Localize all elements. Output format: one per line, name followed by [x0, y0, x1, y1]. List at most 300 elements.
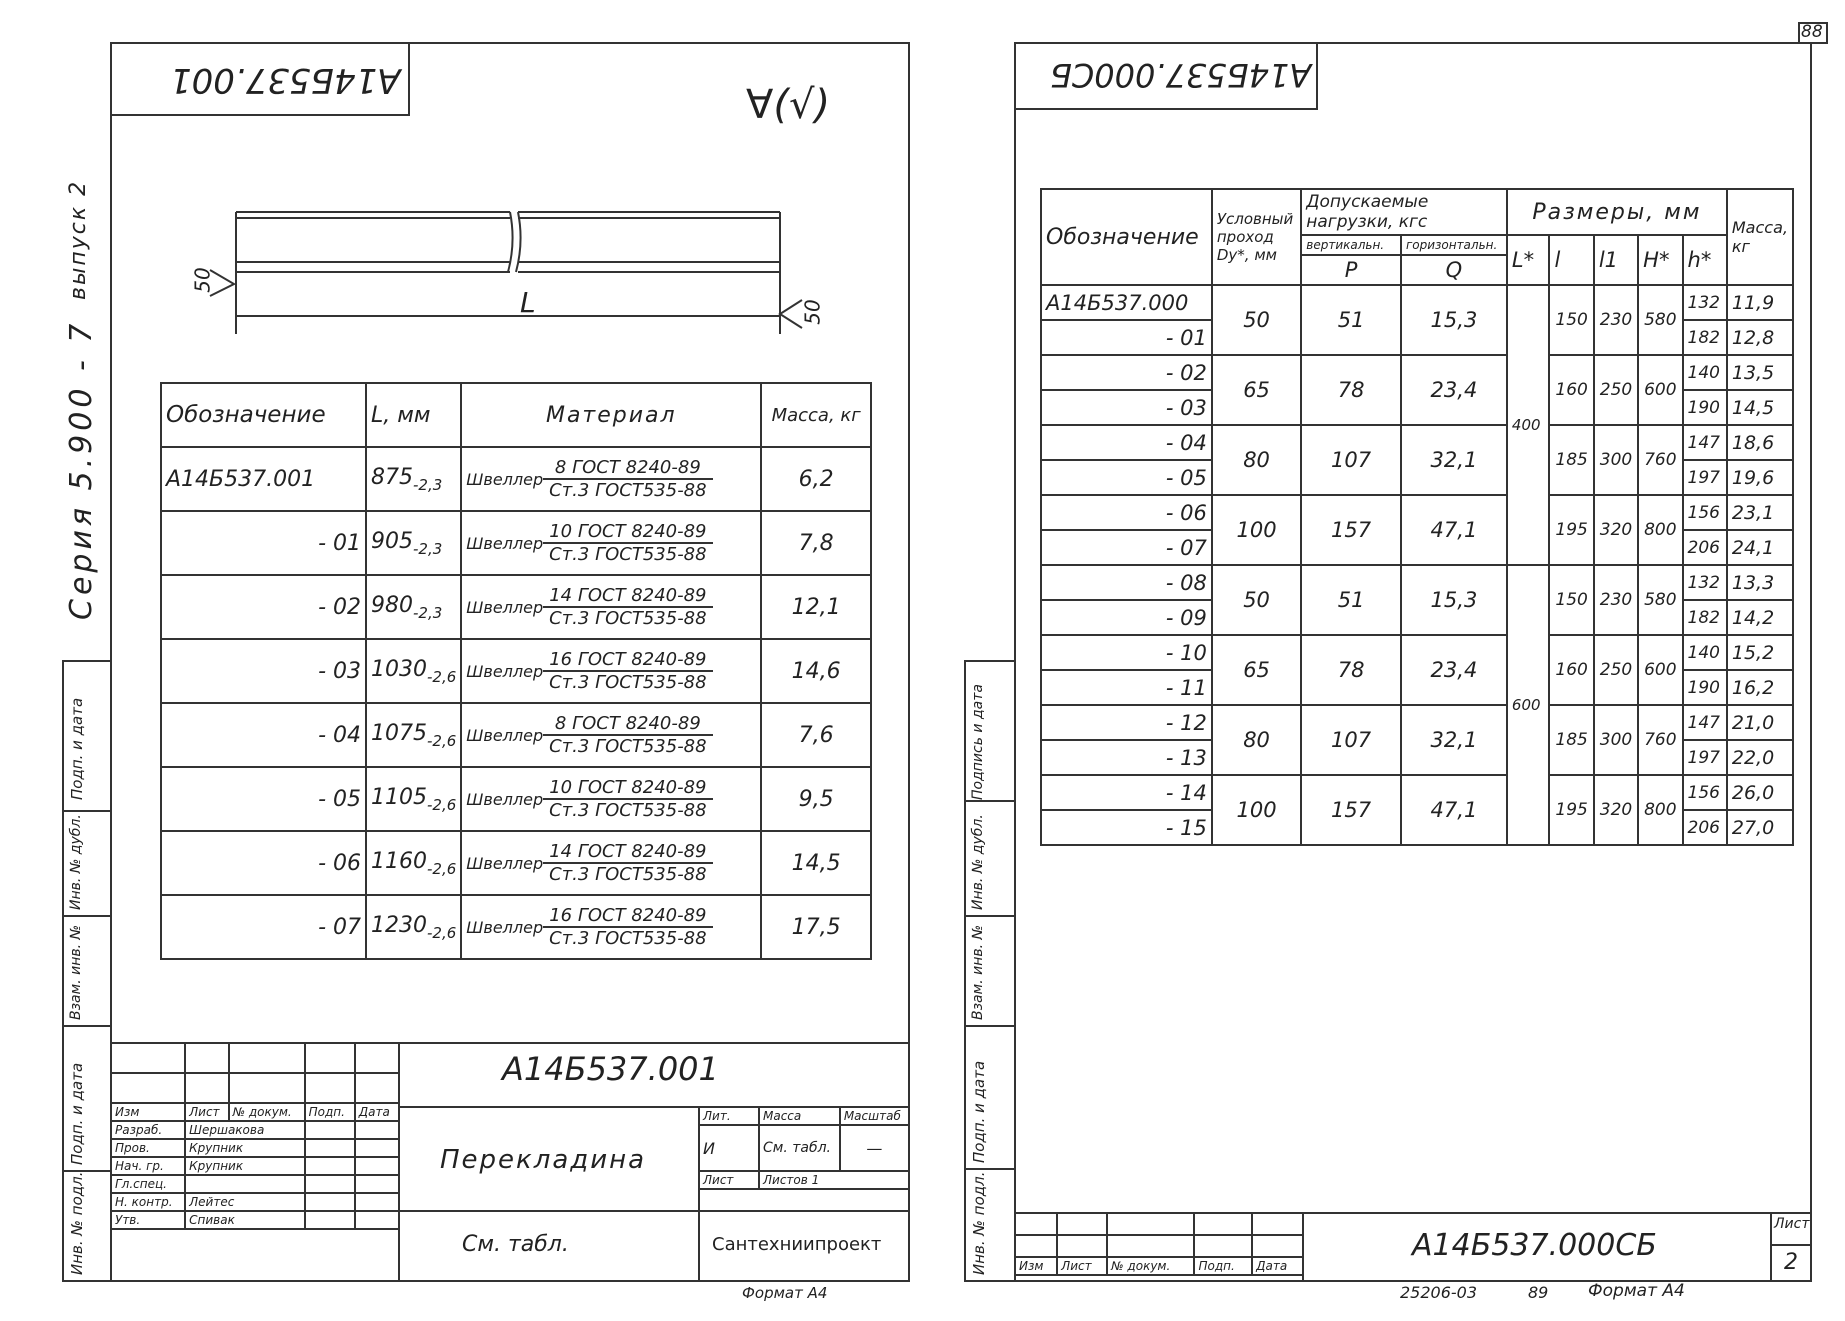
row-h: 156	[1683, 495, 1727, 530]
table-row	[1041, 425, 1793, 460]
margin-divider	[62, 810, 112, 812]
material-table	[160, 382, 872, 960]
stamp-material-ref: См. табл.	[462, 1232, 569, 1257]
material-bottom: Ст.3 ГОСТ535-88	[549, 608, 707, 629]
row-h: 197	[1683, 740, 1727, 775]
row-l1: 320	[1594, 495, 1638, 565]
stamp-person-row	[111, 1121, 399, 1139]
row-l: 160	[1549, 355, 1593, 425]
header-loads: Допускаемые нагрузки, кгс	[1301, 189, 1507, 235]
row-h: 147	[1683, 425, 1727, 460]
row-mass: 7,6	[761, 703, 871, 767]
table-row	[161, 703, 871, 767]
stamp-signature	[305, 1121, 355, 1139]
row-mass: 13,3	[1727, 565, 1793, 600]
material-bottom: Ст.3 ГОСТ535-88	[549, 480, 707, 501]
row-mass: 16,2	[1727, 670, 1793, 705]
stamp-signature-table	[110, 1042, 400, 1230]
length-value: 1105	[371, 784, 427, 810]
stamp-role: Пров.	[111, 1139, 185, 1157]
length-value: 1230	[371, 912, 427, 938]
row-designation: - 11	[1041, 670, 1212, 705]
stamp-person-row	[111, 1193, 399, 1211]
header-length: L, мм	[366, 383, 461, 447]
mass-label: Масса	[759, 1107, 840, 1125]
row-H: 600	[1638, 635, 1682, 705]
length-value: 1160	[371, 848, 427, 874]
row-l: 160	[1549, 635, 1593, 705]
right-archive: 25206-03	[1400, 1283, 1478, 1302]
row-designation: - 01	[161, 511, 366, 575]
right-border-right	[1810, 42, 1812, 1282]
margin-label: Взам. инв. №	[68, 924, 84, 1020]
sheet-label: Лист	[699, 1171, 759, 1189]
row-length	[366, 639, 461, 703]
row-mass: 12,8	[1727, 320, 1793, 355]
material-bottom: Ст.3 ГОСТ535-88	[549, 736, 707, 757]
dim-right: 50	[800, 299, 825, 325]
stamp-lit-table	[698, 1106, 910, 1190]
table-row	[1041, 355, 1793, 390]
sheets-label: Листов 1	[759, 1171, 909, 1189]
lit-value: И	[699, 1125, 759, 1171]
table-row	[161, 639, 871, 703]
margin-divider	[964, 800, 1014, 802]
material-fraction	[543, 713, 712, 757]
row-H: 800	[1638, 775, 1682, 845]
header-designation: Обозначение	[1041, 189, 1212, 285]
row-material	[461, 511, 761, 575]
row-mass: 11,9	[1727, 285, 1793, 320]
header-q: Q	[1401, 255, 1507, 285]
margin-label: Подп. и дата	[970, 1060, 988, 1163]
row-designation: - 10	[1041, 635, 1212, 670]
row-dy: 100	[1212, 495, 1301, 565]
row-dy: 80	[1212, 705, 1301, 775]
row-designation: - 02	[161, 575, 366, 639]
material-bottom: Ст.3 ГОСТ535-88	[549, 928, 707, 949]
row-l1: 230	[1594, 285, 1638, 355]
stamp-person-name: Крупник	[185, 1157, 304, 1175]
row-designation: - 05	[161, 767, 366, 831]
material-label: Швеллер	[466, 790, 544, 809]
header-mass: Масса, кг	[761, 383, 871, 447]
row-L: 600	[1507, 565, 1550, 845]
issue-label: выпуск 2	[66, 179, 91, 300]
header-L: L*	[1507, 235, 1550, 285]
row-mass: 18,6	[1727, 425, 1793, 460]
row-mass: 14,2	[1727, 600, 1793, 635]
row-designation: А14Б537.001	[161, 447, 366, 511]
row-material	[461, 447, 761, 511]
header-dy: Условный проход Dy*, мм	[1212, 189, 1301, 285]
material-fraction	[543, 649, 712, 693]
length-tolerance: -2,6	[427, 923, 457, 942]
margin-divider	[964, 1168, 1014, 1170]
material-top: 8 ГОСТ 8240-89	[543, 457, 712, 480]
material-top: 10 ГОСТ 8240-89	[543, 777, 712, 800]
row-designation: - 03	[1041, 390, 1212, 425]
stamp-date	[355, 1175, 399, 1193]
material-fraction	[543, 777, 712, 821]
stamp-person-row	[111, 1175, 399, 1193]
row-l1: 230	[1594, 565, 1638, 635]
stamp-signature	[305, 1139, 355, 1157]
row-p: 107	[1301, 425, 1401, 495]
row-mass: 14,6	[761, 639, 871, 703]
row-designation: - 08	[1041, 565, 1212, 600]
row-l1: 300	[1594, 425, 1638, 495]
row-l1: 250	[1594, 635, 1638, 705]
length-tolerance: -2,3	[413, 475, 443, 494]
margin-label: Инв. № подл.	[68, 1171, 86, 1275]
row-length	[366, 703, 461, 767]
roughness-mark: ∀(√)	[746, 82, 831, 128]
right-sheet-label: Лист	[1774, 1216, 1810, 1232]
row-H: 580	[1638, 565, 1682, 635]
material-bottom: Ст.3 ГОСТ535-88	[549, 672, 707, 693]
right-format: Формат А4	[1588, 1281, 1685, 1301]
row-material	[461, 639, 761, 703]
page-number: 88	[1801, 22, 1823, 42]
stamp-person-name: Шершакова	[185, 1121, 304, 1139]
row-dy: 50	[1212, 565, 1301, 635]
length-value: 980	[371, 592, 413, 618]
stamp-signature	[305, 1211, 355, 1229]
margin-label: Инв. № дубл.	[970, 814, 986, 910]
length-tolerance: -2,6	[427, 859, 457, 878]
row-h: 190	[1683, 390, 1727, 425]
row-h: 197	[1683, 460, 1727, 495]
stamp-role: Н. контр.	[111, 1193, 185, 1211]
row-q: 47,1	[1401, 495, 1507, 565]
row-l: 185	[1549, 705, 1593, 775]
stamp-person-row	[111, 1211, 399, 1229]
material-label: Швеллер	[466, 854, 544, 873]
length-tolerance: -2,6	[427, 731, 457, 750]
stamp-col-header: Лист	[1057, 1257, 1107, 1275]
header-designation: Обозначение	[161, 383, 366, 447]
stamp-col-header: Изм	[111, 1103, 185, 1121]
row-q: 23,4	[1401, 635, 1507, 705]
row-mass: 6,2	[761, 447, 871, 511]
load-table	[1040, 188, 1794, 846]
table-row	[1041, 635, 1793, 670]
channel-drawing	[190, 200, 830, 340]
row-designation: А14Б537.000	[1041, 285, 1212, 320]
material-label: Швеллер	[466, 662, 544, 681]
row-dy: 65	[1212, 355, 1301, 425]
row-designation: - 07	[1041, 530, 1212, 565]
row-h: 140	[1683, 635, 1727, 670]
row-length	[366, 895, 461, 959]
row-H: 580	[1638, 285, 1682, 355]
material-bottom: Ст.3 ГОСТ535-88	[549, 800, 707, 821]
row-mass: 13,5	[1727, 355, 1793, 390]
material-fraction	[543, 905, 712, 949]
lit-label: Лит.	[699, 1107, 759, 1125]
margin-label: Подп. и дата	[68, 697, 86, 800]
row-mass: 14,5	[1727, 390, 1793, 425]
table-row	[161, 511, 871, 575]
series-label: Серия 5.900 - 7	[64, 319, 99, 620]
row-q: 32,1	[1401, 425, 1507, 495]
row-l: 185	[1549, 425, 1593, 495]
header-l: l	[1549, 235, 1593, 285]
margin-label: Взам. инв. №	[970, 924, 986, 1020]
header-material: Материал	[461, 383, 761, 447]
stamp-person-row	[111, 1139, 399, 1157]
row-p: 107	[1301, 705, 1401, 775]
margin-strip-left	[62, 660, 64, 1282]
length-value: 1075	[371, 720, 427, 746]
length-value: 905	[371, 528, 413, 554]
row-q: 47,1	[1401, 775, 1507, 845]
row-dy: 80	[1212, 425, 1301, 495]
table-header-row	[1041, 189, 1793, 235]
stamp-person-row	[111, 1157, 399, 1175]
row-designation: - 09	[1041, 600, 1212, 635]
stamp-line	[1770, 1244, 1812, 1246]
material-fraction	[543, 841, 712, 885]
stamp-col-header: Дата	[355, 1103, 399, 1121]
header-sizes: Размеры, мм	[1507, 189, 1727, 235]
header-H: H*	[1638, 235, 1682, 285]
row-mass: 9,5	[761, 767, 871, 831]
row-l: 195	[1549, 775, 1593, 845]
material-fraction	[543, 521, 712, 565]
row-h: 190	[1683, 670, 1727, 705]
row-material	[461, 831, 761, 895]
material-fraction	[543, 585, 712, 629]
stamp-signature	[305, 1175, 355, 1193]
stamp-title: Перекладина	[440, 1145, 647, 1175]
row-designation: - 02	[1041, 355, 1212, 390]
table-row	[161, 447, 871, 511]
margin-divider	[964, 915, 1014, 917]
stamp-code: А14Б537.001	[502, 1050, 719, 1088]
row-l1: 320	[1594, 775, 1638, 845]
row-dy: 65	[1212, 635, 1301, 705]
margin-divider	[62, 915, 112, 917]
stamp-signature	[305, 1193, 355, 1211]
row-material	[461, 895, 761, 959]
length-label: L	[520, 286, 536, 319]
row-designation: - 06	[1041, 495, 1212, 530]
row-p: 157	[1301, 495, 1401, 565]
row-p: 157	[1301, 775, 1401, 845]
margin-label: Инв. № дубл.	[68, 814, 84, 910]
row-length	[366, 831, 461, 895]
row-length	[366, 447, 461, 511]
stamp-role: Утв.	[111, 1211, 185, 1229]
material-top: 14 ГОСТ 8240-89	[543, 841, 712, 864]
row-h: 206	[1683, 530, 1727, 565]
stamp-col-header: № докум.	[1107, 1257, 1194, 1275]
right-year: 89	[1528, 1283, 1549, 1302]
material-label: Швеллер	[466, 470, 544, 489]
material-label: Швеллер	[466, 726, 544, 745]
row-designation: - 12	[1041, 705, 1212, 740]
margin-divider	[62, 1025, 112, 1027]
row-H: 800	[1638, 495, 1682, 565]
stamp-col-header: Лист	[185, 1103, 228, 1121]
row-mass: 23,1	[1727, 495, 1793, 530]
table-row	[161, 895, 871, 959]
header-p: P	[1301, 255, 1401, 285]
header-vertical: вертикальн.	[1301, 235, 1401, 255]
row-l1: 250	[1594, 355, 1638, 425]
right-stamp-table	[1014, 1212, 1304, 1276]
row-p: 78	[1301, 355, 1401, 425]
material-fraction	[543, 457, 712, 501]
table-row	[1041, 495, 1793, 530]
row-p: 51	[1301, 565, 1401, 635]
row-designation: - 01	[1041, 320, 1212, 355]
right-header-code: А14Б537.000СБ	[1050, 56, 1312, 94]
row-l1: 300	[1594, 705, 1638, 775]
material-top: 8 ГОСТ 8240-89	[543, 713, 712, 736]
row-H: 600	[1638, 355, 1682, 425]
row-mass: 12,1	[761, 575, 871, 639]
row-designation: - 14	[1041, 775, 1212, 810]
margin-label: Подп. и дата	[68, 1062, 86, 1165]
row-mass: 19,6	[1727, 460, 1793, 495]
row-h: 132	[1683, 565, 1727, 600]
stamp-date	[355, 1121, 399, 1139]
length-tolerance: -2,6	[427, 795, 457, 814]
row-h: 140	[1683, 355, 1727, 390]
table-row	[1041, 775, 1793, 810]
table-row	[161, 831, 871, 895]
material-top: 16 ГОСТ 8240-89	[543, 649, 712, 672]
row-q: 15,3	[1401, 285, 1507, 355]
header-horizontal: горизонтальн.	[1401, 235, 1507, 255]
row-length	[366, 767, 461, 831]
row-material	[461, 703, 761, 767]
row-h: 182	[1683, 320, 1727, 355]
row-mass: 14,5	[761, 831, 871, 895]
table-row	[161, 767, 871, 831]
row-q: 23,4	[1401, 355, 1507, 425]
header-code: А14Б537.001	[170, 60, 401, 100]
length-tolerance: -2,3	[413, 539, 443, 558]
dim-left: 50	[190, 267, 215, 293]
table-row	[1041, 285, 1793, 320]
stamp-separator	[1770, 1212, 1772, 1282]
sheet-border-bottom	[62, 1280, 910, 1282]
stamp-role: Гл.спец.	[111, 1175, 185, 1193]
stamp-col-header: Изм	[1015, 1257, 1057, 1275]
row-h: 206	[1683, 810, 1727, 845]
row-h: 147	[1683, 705, 1727, 740]
material-top: 16 ГОСТ 8240-89	[543, 905, 712, 928]
material-label: Швеллер	[466, 534, 544, 553]
table-header-row	[161, 383, 871, 447]
stamp-role: Нач. гр.	[111, 1157, 185, 1175]
stamp-person-name: Крупник	[185, 1139, 304, 1157]
stamp-signature	[305, 1157, 355, 1175]
stamp-col-header: Подп.	[305, 1103, 355, 1121]
row-mass: 21,0	[1727, 705, 1793, 740]
row-designation: - 04	[161, 703, 366, 767]
material-bottom: Ст.3 ГОСТ535-88	[549, 544, 707, 565]
row-mass: 17,5	[761, 895, 871, 959]
sheet-border-right	[908, 42, 910, 1282]
mass-value: См. табл.	[759, 1125, 840, 1171]
stamp-col-header: № докум.	[229, 1103, 305, 1121]
stamp-person-name: Спивак	[185, 1211, 304, 1229]
row-H: 760	[1638, 705, 1682, 775]
length-tolerance: -2,6	[427, 667, 457, 686]
row-p: 51	[1301, 285, 1401, 355]
length-tolerance: -2,3	[413, 603, 443, 622]
table-row	[161, 575, 871, 639]
row-mass: 7,8	[761, 511, 871, 575]
stamp-date	[355, 1211, 399, 1229]
row-mass: 24,1	[1727, 530, 1793, 565]
stamp-role: Разраб.	[111, 1121, 185, 1139]
row-designation: - 07	[161, 895, 366, 959]
stamp-date	[355, 1157, 399, 1175]
scale-value: —	[840, 1125, 909, 1171]
row-designation: - 04	[1041, 425, 1212, 460]
margin-label: Инв. № подл.	[970, 1171, 988, 1275]
row-mass: 22,0	[1727, 740, 1793, 775]
left-format: Формат А4	[742, 1284, 828, 1302]
header-mass: Масса, кг	[1727, 189, 1793, 285]
header-l1: l1	[1594, 235, 1638, 285]
row-designation: - 06	[161, 831, 366, 895]
right-sheet-no: 2	[1784, 1250, 1798, 1275]
row-length	[366, 575, 461, 639]
material-label: Швеллер	[466, 598, 544, 617]
row-mass: 27,0	[1727, 810, 1793, 845]
length-value: 1030	[371, 656, 427, 682]
material-top: 10 ГОСТ 8240-89	[543, 521, 712, 544]
row-l: 150	[1549, 565, 1593, 635]
row-h: 132	[1683, 285, 1727, 320]
row-H: 760	[1638, 425, 1682, 495]
row-q: 32,1	[1401, 705, 1507, 775]
margin-divider	[964, 1025, 1014, 1027]
row-h: 156	[1683, 775, 1727, 810]
row-l: 150	[1549, 285, 1593, 355]
row-designation: - 13	[1041, 740, 1212, 775]
row-material	[461, 575, 761, 639]
stamp-date	[355, 1139, 399, 1157]
margin-divider	[964, 660, 1014, 662]
row-L: 400	[1507, 285, 1550, 565]
material-top: 14 ГОСТ 8240-89	[543, 585, 712, 608]
header-h: h*	[1683, 235, 1727, 285]
stamp-person-name: Лейтес	[185, 1193, 304, 1211]
row-q: 15,3	[1401, 565, 1507, 635]
row-material	[461, 767, 761, 831]
length-value: 875	[371, 464, 413, 490]
table-row	[1041, 705, 1793, 740]
row-designation: - 15	[1041, 810, 1212, 845]
table-row	[1041, 565, 1793, 600]
row-dy: 100	[1212, 775, 1301, 845]
material-bottom: Ст.3 ГОСТ535-88	[549, 864, 707, 885]
row-designation: - 05	[1041, 460, 1212, 495]
stamp-org: Сантехниипроект	[712, 1234, 882, 1255]
stamp-line	[398, 1210, 910, 1212]
row-designation: - 03	[161, 639, 366, 703]
scale-label: Масштаб	[840, 1107, 909, 1125]
row-dy: 50	[1212, 285, 1301, 355]
